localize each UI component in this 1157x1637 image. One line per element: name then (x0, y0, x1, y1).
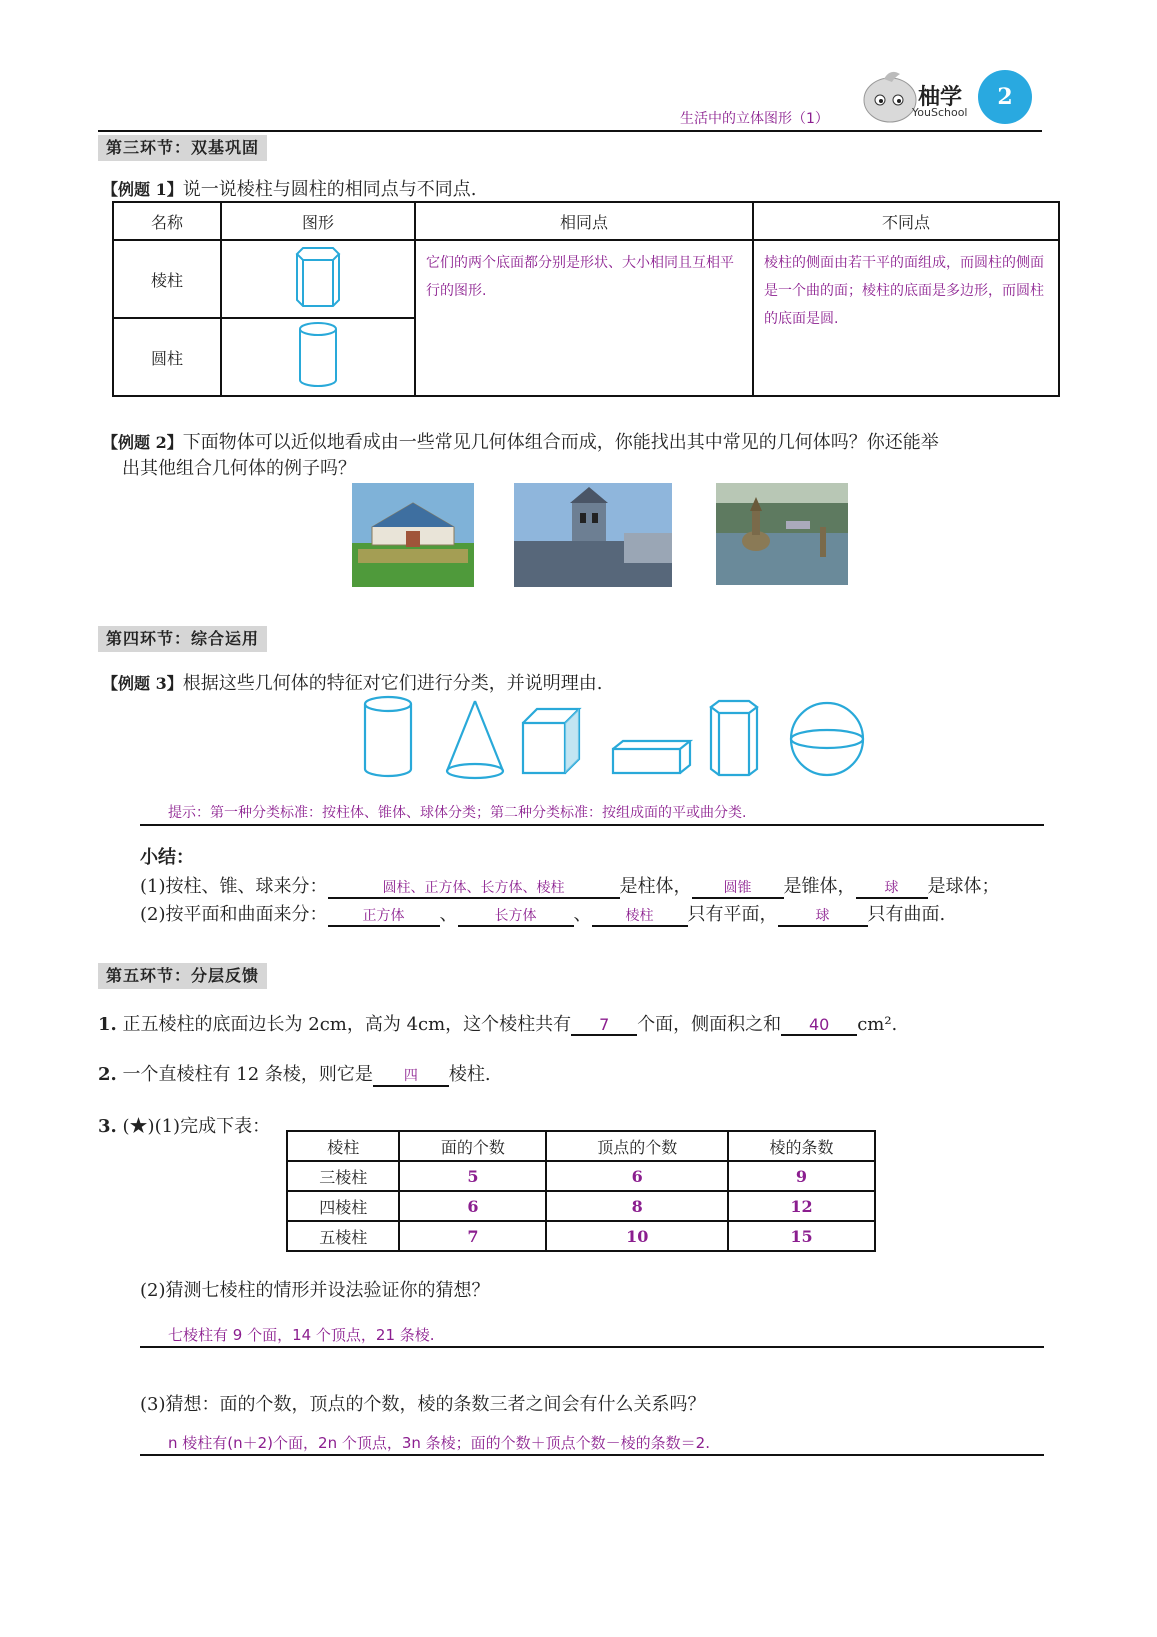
cylinder-icon (296, 320, 340, 390)
table-header: 不同点 (753, 202, 1059, 240)
sphere-shape-icon (791, 703, 863, 775)
table-header: 图形 (221, 202, 415, 240)
example-2-line-1 (102, 428, 939, 454)
section-3-label: 第三环节：双基巩固 (98, 135, 267, 161)
summary-l2-text-2: 只有曲面. (867, 904, 946, 925)
table-cell: 10 (546, 1221, 728, 1251)
question-3 (98, 1112, 270, 1138)
cone-shape-icon (447, 701, 503, 778)
table-cell: 12 (728, 1191, 875, 1221)
answer-3-rule (140, 1454, 1044, 1456)
question-1-unit: cm². (857, 1014, 898, 1035)
question-2-suffix: 棱柱. (448, 1064, 491, 1085)
summary-line-1 (140, 872, 1000, 899)
pagoda-photo (716, 483, 848, 585)
table-cell: 6 (546, 1161, 728, 1191)
answer-flat-1: 正方体 (328, 905, 440, 927)
table-cell: 9 (728, 1161, 875, 1191)
hint-rule (140, 824, 1044, 826)
hexagonal-prism-shape-icon (711, 701, 757, 775)
answer-prism-group: 圆柱、正方体、长方体、棱柱 (328, 877, 620, 899)
example-3-text: 根据这些几何体的特征对它们进行分类，并说明理由. (182, 673, 603, 694)
section-5-label: 第五环节：分层反馈 (98, 963, 267, 989)
page-number-badge (978, 70, 1032, 124)
different-points-answer: 棱柱的侧面由若干平的面组成，而圆柱的侧面是一个曲的面；棱柱的底面是多边形，而圆柱的底面是圆. (753, 240, 1059, 396)
page-number: 2 (997, 84, 1013, 110)
brand-name: 柚学 (918, 85, 963, 110)
summary-l2-sep-2: 、 (573, 904, 592, 925)
cylinder-shape-icon (365, 697, 411, 776)
table-row (287, 1221, 875, 1251)
summary-l1-text-1: 是柱体， (619, 876, 692, 897)
summary-l2-prefix: (2)按平面和曲面来分： (140, 904, 328, 925)
example-1-text: 说一说棱柱与圆柱的相同点与不同点. (182, 179, 477, 200)
question-1-text: 正五棱柱的底面边长为 2cm，高为 4cm，这个棱柱共有 (122, 1014, 572, 1035)
answer-flat-2: 长方体 (458, 905, 574, 927)
prism-count-table (286, 1130, 876, 1252)
brand-english: YouSchool (912, 106, 968, 119)
example-2-tag: 【例题 2】 (102, 433, 183, 452)
answer-cone-group: 圆锥 (692, 877, 784, 899)
table-cell: 五棱柱 (287, 1221, 399, 1251)
table-header: 顶点的个数 (546, 1131, 728, 1161)
answer-lateral-area: 40 (781, 1015, 857, 1036)
example-3-hint: 提示：第一种分类标准：按柱体、锥体、球体分类；第二种分类标准：按组成面的平或曲分类. (168, 805, 747, 821)
answer-face-count: 7 (571, 1015, 637, 1036)
summary-l2-text-1: 只有平面， (687, 904, 778, 925)
summary-l1-text-2: 是锥体， (783, 876, 856, 897)
yurt-photo (352, 483, 474, 587)
question-1-number: 1. (98, 1014, 117, 1035)
question-1-middle: 个面，侧面积之和 (637, 1014, 782, 1035)
table-cell: 6 (399, 1191, 546, 1221)
same-points-answer: 它们的两个底面都分别是形状、大小相同且互相平行的图形. (415, 240, 753, 396)
table-row (287, 1161, 875, 1191)
question-2-text: 一个直棱柱有 12 条棱，则它是 (122, 1064, 373, 1085)
example-1-tag: 【例题 1】 (102, 180, 183, 199)
answer-curved: 球 (778, 905, 868, 927)
table-header: 面的个数 (399, 1131, 546, 1161)
answer-euler-relation: n 棱柱有(n＋2)个面，2n 个顶点，3n 条棱；面的个数＋顶点个数－棱的条数＝2. (168, 1434, 710, 1452)
summary-line-2 (140, 900, 945, 927)
summary-l2-sep-1: 、 (439, 904, 458, 925)
example-3-tag: 【例题 3】 (102, 674, 183, 693)
hexagonal-prism-icon (293, 242, 343, 312)
question-1 (98, 1010, 897, 1036)
answer-sphere-group: 球 (856, 877, 928, 899)
table-header: 相同点 (415, 202, 753, 240)
summary-l1-prefix: (1)按柱、锥、球来分： (140, 876, 328, 897)
answer-flat-3: 棱柱 (592, 905, 688, 927)
example-1-table (112, 201, 1060, 397)
table-header: 名称 (113, 202, 221, 240)
table-cell: 三棱柱 (287, 1161, 399, 1191)
table-cell: 8 (546, 1191, 728, 1221)
example-3-question (102, 669, 602, 695)
prism-figure-cell (221, 240, 415, 318)
header-mascot (860, 66, 920, 126)
example-2-line-2: 出其他组合几何体的例子吗？ (122, 458, 356, 479)
question-3-part-3: (3)猜想：面的个数，顶点的个数，棱的条数三者之间会有什么关系吗？ (140, 1394, 706, 1415)
answer-2-rule (140, 1346, 1044, 1348)
table-cell: 四棱柱 (287, 1191, 399, 1221)
chapter-subtitle: 生活中的立体图形（1） (680, 111, 829, 127)
table-header: 棱柱 (287, 1131, 399, 1161)
row-name-cylinder: 圆柱 (113, 318, 221, 396)
solids-row (355, 695, 875, 785)
cuboid-shape-icon (613, 741, 690, 773)
answer-heptagonal-prism: 七棱柱有 9 个面，14 个顶点，21 条棱. (168, 1326, 435, 1344)
section-4-label: 第四环节：综合运用 (98, 626, 267, 652)
question-3-part-1: (★)(1)完成下表： (122, 1116, 271, 1137)
summary-l1-text-3: 是球体； (927, 876, 1000, 897)
church-photo (514, 483, 672, 587)
table-cell: 15 (728, 1221, 875, 1251)
question-3-number: 3. (98, 1116, 117, 1137)
question-3-part-2: (2)猜测七棱柱的情形并设法验证你的猜想？ (140, 1280, 490, 1301)
answer-prism-type: 四 (373, 1065, 449, 1087)
question-2-number: 2. (98, 1064, 117, 1085)
table-row (287, 1191, 875, 1221)
row-name-prism: 棱柱 (113, 240, 221, 318)
table-cell: 5 (399, 1161, 546, 1191)
example-1-question (102, 175, 476, 201)
header-rule (98, 130, 1042, 132)
question-2 (98, 1060, 491, 1087)
table-cell: 7 (399, 1221, 546, 1251)
example-2-text-1: 下面物体可以近似地看成由一些常见几何体组合而成，你能找出其中常见的几何体吗？你还能举 (182, 432, 939, 453)
table-header: 棱的条数 (728, 1131, 875, 1161)
cylinder-figure-cell (221, 318, 415, 396)
summary-title: 小结： (140, 847, 194, 868)
